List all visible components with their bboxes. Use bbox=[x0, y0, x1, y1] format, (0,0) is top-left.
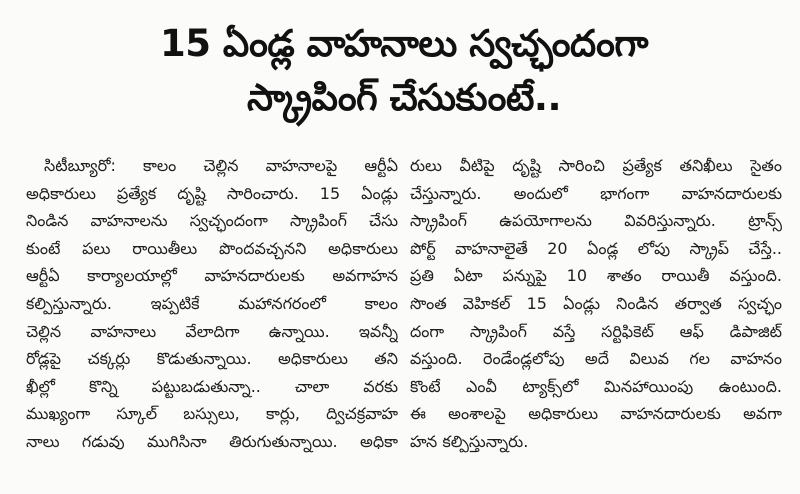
body-line: ప్రతి ఏటా పన్నుపై 10 శాతం రాయితీ వస్తుంది. bbox=[410, 266, 782, 286]
body-line: సిటీబ్యూరో: కాలం చెల్లిన వాహనాలపై ఆర్టీఏ bbox=[44, 156, 398, 175]
body-line: హన కల్పిస్తున్నారు. bbox=[410, 431, 529, 451]
body-line: సొంత వెహికల్ 15 ఏండ్లు నిండిన తర్వాత స్వచ్ఛం bbox=[410, 293, 782, 313]
headline-line-2: స్క్రాపింగ్ చేసుకుంటే.. bbox=[246, 76, 562, 119]
body-line: ఈ అంశాలపై అధికారులు వాహనదారులకు అవగా bbox=[410, 404, 782, 424]
headline-line-1: 15 ఏండ్ల వాహనాలు స్వచ్ఛందంగా bbox=[159, 22, 648, 65]
body-line: నాలు గడువు ముగిసినా తిరుగుతున్నాయి. అధికా bbox=[26, 431, 398, 451]
body-line: పోర్ట్ వాహనాలైతే 20 ఏండ్ల లోపు స్క్రాప్ చేస్తే.. bbox=[410, 238, 782, 258]
body-line: కల్పిస్తున్నారు. ఇప్పటికే మహానగరంలో కాలం bbox=[26, 293, 398, 313]
column-gutter bbox=[404, 152, 405, 482]
body-line: స్క్రాపింగ్ ఉపయోగాలను వివరిస్తున్నారు. ట్రాన్స్ bbox=[410, 211, 782, 231]
body-line: చెల్లిన వాహనాలు వేలాదిగా ఉన్నాయి. ఇవన్నీ bbox=[26, 321, 398, 341]
body-line: దంగా స్క్రాపింగ్ వస్తే సర్టిఫికెట్ ఆఫ్ డిపాజిట్ bbox=[410, 321, 782, 341]
left-column bbox=[26, 152, 398, 482]
article-headline bbox=[26, 20, 782, 122]
body-line: రులు వీటిపై దృష్టి సారించి ప్రత్యేక తనిఖీలు సైతం bbox=[410, 156, 782, 175]
body-line: కొంటే ఎంవీ ట్యాక్స్‌లో మినహాయింపు ఉంటుంది. bbox=[410, 376, 782, 396]
body-line: చేస్తున్నారు. అందులో భాగంగా వాహనదారులకు bbox=[410, 183, 782, 203]
right-column bbox=[410, 152, 782, 482]
body-line: రోడ్లపై చక్కర్లు కొడుతున్నాయి. అధికారులు తని bbox=[26, 349, 398, 369]
body-line: ముఖ్యంగా స్కూల్ బస్సులు, కార్లు, ద్విచక్రవాహ bbox=[26, 404, 398, 424]
body-line: ఖీల్లో కొన్ని పట్టుబడుతున్నా.. చాలా వరకు bbox=[26, 376, 398, 396]
body-line: వస్తుంది. రెండేండ్లలోపు అదే విలువ గల వాహనం bbox=[410, 349, 782, 369]
body-line: ఆర్టీఏ కార్యాలయాల్లో వాహనదారులకు అవగాహన bbox=[26, 266, 398, 286]
body-line: నిండిన వాహనాలను స్వచ్ఛందంగా స్క్రాపింగ్ చేసు bbox=[26, 211, 398, 231]
body-line: అధికారులు ప్రత్యేక దృష్టి సారించారు. 15 ఏండ్లు bbox=[26, 183, 398, 203]
body-line: కుంటే పలు రాయితీలు పొందవచ్చనని అధికారులు bbox=[26, 238, 398, 258]
